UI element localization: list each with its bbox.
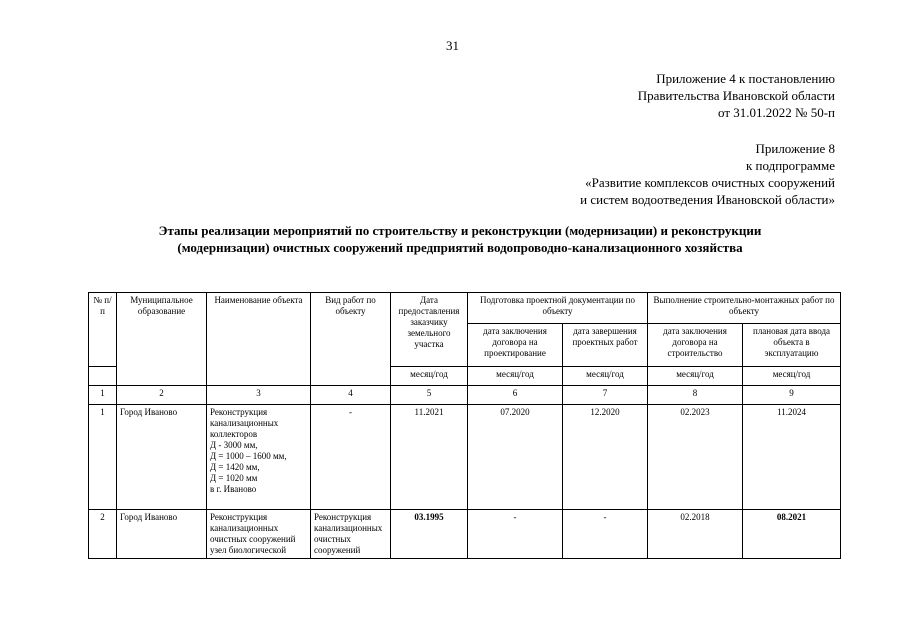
row-municipality: Город Иваново [117,510,207,559]
column-number: 1 [89,386,117,405]
object-line: Д - 3000 мм, [210,440,258,450]
object-line: Д = 1020 мм [210,473,258,483]
unit-cell: месяц/год [743,367,841,386]
table-row [89,405,841,510]
header-design-group: Подготовка проектной документации по объекту [468,293,648,324]
unit-cell: месяц/год [391,367,468,386]
unit-cell: месяц/год [468,367,563,386]
object-line: Реконструкция [210,512,268,522]
object-line: коллекторов [210,429,258,439]
appendix-line: Приложение 4 к постановлению [656,71,835,86]
appendix-line: от 31.01.2022 № 50-п [718,105,835,120]
appendix-line: к подпрограмме [745,158,835,173]
row-commissioning: 08.2021 [743,510,841,559]
header-object-name: Наименование объекта [207,293,311,386]
document-title [80,222,840,256]
object-line: канализационных [210,418,279,428]
column-number: 6 [468,386,563,405]
row-object-name [207,510,311,559]
row-design-contract: 07.2020 [468,405,563,510]
title-line: Этапы реализации мероприятий по строительству и реконструкции (модернизации) и реконструкции [158,223,762,238]
object-line: в г. Иваново [210,484,257,494]
row-municipality: Город Иваново [117,405,207,510]
row-design-end: - [563,510,648,559]
header-work-type: Вид работ по объекту [311,293,391,386]
unit-cell: месяц/год [563,367,648,386]
column-number: 2 [117,386,207,405]
header-construction-group: Выполнение строительно-монтажных работ по объекту [648,293,841,324]
row-design-end: 12.2020 [563,405,648,510]
column-number: 8 [648,386,743,405]
header-design-contract: дата заключения договора на проектирование [468,324,563,367]
row-construction-contract: 02.2023 [648,405,743,510]
row-num: 2 [89,510,117,559]
column-number: 3 [207,386,311,405]
header-commissioning: плановая дата ввода объекта в эксплуатацию [743,324,841,367]
work-type-line: сооружений [314,545,361,555]
appendix-reference-subprogram [580,140,835,208]
title-line: (модернизации) очистных сооружений предприятий водопроводно-канализационного хозяйства [177,240,743,255]
appendix-reference-resolution [638,70,835,121]
appendix-line: и систем водоотведения Ивановской области» [580,192,835,207]
appendix-line: «Развитие комплексов очистных сооружений [585,175,835,190]
column-number-row [89,386,841,405]
object-line: Д = 1420 мм, [210,462,260,472]
header-municipality: Муниципальное образование [117,293,207,386]
header-design-end: дата завершения проектных работ [563,324,648,367]
row-land-date: 03.1995 [391,510,468,559]
column-number: 4 [311,386,391,405]
row-work-type [311,510,391,559]
row-commissioning: 11.2024 [743,405,841,510]
work-type-line: Реконструкция [314,512,372,522]
appendix-line: Правительства Ивановской области [637,88,835,103]
object-line: очистных сооружений [210,534,296,544]
header-num: № п/п [89,293,117,367]
object-line: канализационных [210,523,279,533]
stages-table [88,292,841,559]
header-land-date: Дата предоставления заказчику земельного участка [391,293,468,367]
unit-cell-empty [89,367,117,386]
row-work-type: - [311,405,391,510]
table-row [89,510,841,559]
unit-cell: месяц/год [648,367,743,386]
row-num: 1 [89,405,117,510]
row-land-date: 11.2021 [391,405,468,510]
object-line: Д = 1000 – 1600 мм, [210,451,287,461]
page-number: 31 [446,38,459,53]
object-line: Реконструкция [210,407,268,417]
table-header-row [89,293,841,324]
row-design-contract: - [468,510,563,559]
header-construction-contract: дата заключения договора на строительство [648,324,743,367]
column-number: 5 [391,386,468,405]
column-number: 7 [563,386,648,405]
appendix-line: Приложение 8 [755,141,835,156]
work-type-line: очистных [314,534,351,544]
row-object-name [207,405,311,510]
object-line: узел биологической [210,545,287,555]
row-construction-contract: 02.2018 [648,510,743,559]
work-type-line: канализационных [314,523,383,533]
column-number: 9 [743,386,841,405]
